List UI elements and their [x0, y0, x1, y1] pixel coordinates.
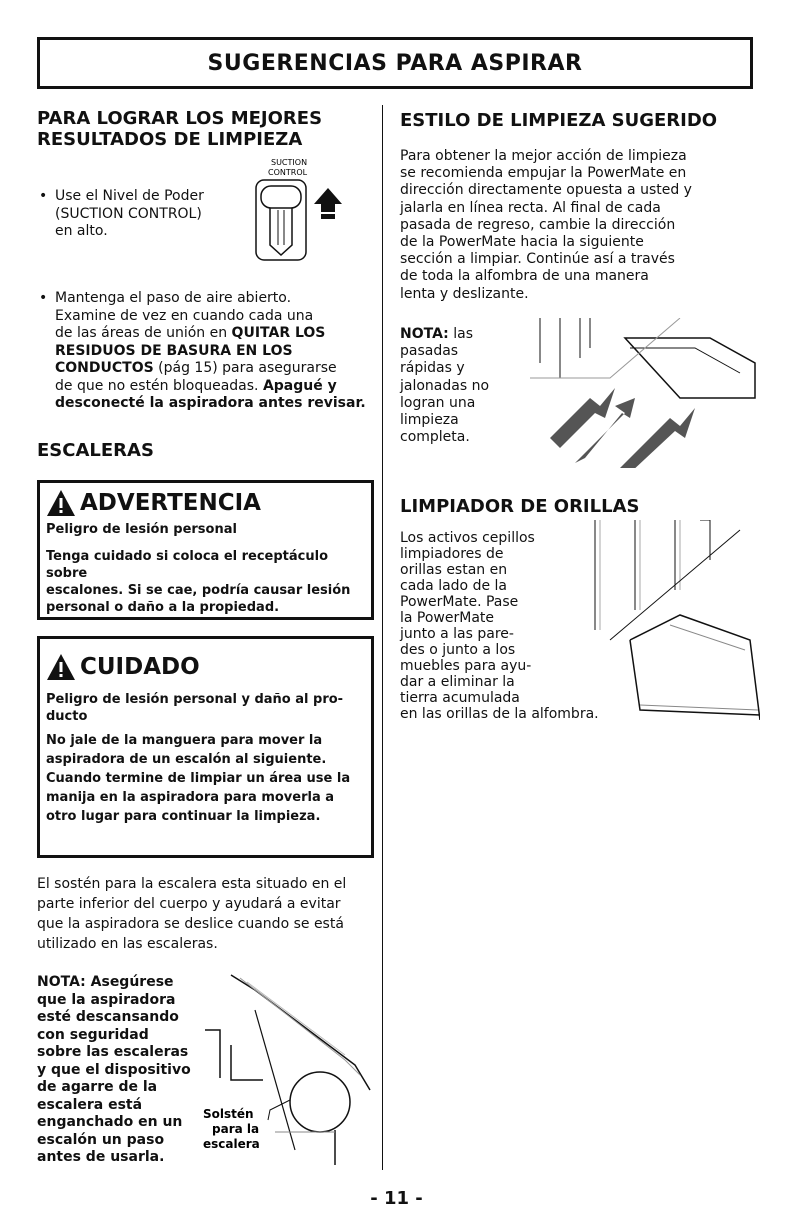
- warning-line-1: Tenga cuidado si coloca el receptáculo sobre: [46, 549, 329, 581]
- note-line: enganchado en un: [37, 1114, 183, 1130]
- best-results-section: [37, 108, 377, 150]
- edge-line: la PowerMate: [400, 610, 495, 626]
- stairs-title: ESCALERAS: [37, 440, 154, 461]
- edge-line: cada lado de la: [400, 578, 507, 594]
- cleaning-strokes-illustration: [530, 318, 760, 468]
- warning-line-2: escalones. Si se cae, podría causar lesión: [46, 583, 351, 598]
- style-line: Para obtener la mejor acción de limpieza: [400, 148, 687, 164]
- warning-title: ADVERTENCIA: [46, 489, 365, 517]
- warning-triangle-icon: [46, 489, 76, 517]
- style-paragraph: [400, 148, 760, 303]
- suction-label-2: CONTROL: [268, 168, 308, 177]
- caution-triangle-icon: [46, 653, 76, 681]
- stair-stand-paragraph: El sostén para la escalera esta situado en el parte inferior del cuerpo y ayudará a evitar que la aspiradora se deslice cuando se está utilizado en las escaleras.: [37, 876, 347, 952]
- up-arrow-icon: [314, 188, 342, 212]
- stand-label-1: Solstén: [203, 1107, 254, 1121]
- style-note: [400, 326, 530, 446]
- warning-box: [37, 480, 374, 620]
- note-line: sobre las escaleras: [37, 1044, 189, 1060]
- column-divider: [382, 105, 383, 1170]
- warning-subtitle: Peligro de lesión personal: [46, 522, 237, 537]
- edge-line: muebles para ayu-: [400, 658, 532, 674]
- style-line: se recomienda empujar la PowerMate en: [400, 165, 687, 182]
- suction-control-illustration: [240, 150, 350, 270]
- arrow-up-icon-2: [620, 408, 695, 468]
- edge-line: junto a las pare-: [400, 626, 514, 642]
- suction-label-1: SUCTION: [271, 158, 308, 167]
- page-header: [37, 37, 753, 89]
- bullet-suction-text: • Use el Nivel de Poder (SUCTION CONTROL) en alto.: [37, 188, 247, 241]
- bullet-airflow: [37, 290, 377, 413]
- caution-line-3: Cuando termine de limpiar un área use la: [46, 771, 351, 786]
- style-note-line: pasadas: [400, 343, 459, 360]
- bullet-airflow-text: • Mantenga el paso de aire abierto. Examine de vez en cuando cada una de las áreas de unión en QUITAR LOS RESIDUOS DE BASURA EN LOS CONDUCTOS (pág 15) para asegurarse de que no estén bloqueadas. Apagué y desconecté la aspiradora antes revisar.: [37, 290, 377, 413]
- caution-box: [37, 636, 374, 858]
- edge-title: LIMPIADOR DE ORILLAS: [400, 496, 640, 517]
- stand-label-3: escalera: [203, 1137, 260, 1151]
- best-results-title-1: PARA LOGRAR LOS MEJORES: [37, 108, 323, 129]
- style-line: lenta y deslizante.: [400, 285, 529, 302]
- note-label: NOTA:: [400, 326, 449, 342]
- style-note-line: completa.: [400, 429, 470, 446]
- style-line: jalarla en línea recta. Al final de cada: [400, 199, 661, 216]
- style-line: de la PowerMate hacia la siguiente: [400, 234, 644, 251]
- style-note-line: NOTA: las: [400, 326, 473, 342]
- edge-line: tierra acumulada: [400, 690, 520, 706]
- edge-line: dar a eliminar la: [400, 674, 515, 690]
- note-line: que la aspiradora: [37, 991, 176, 1008]
- page-number: - 11 -: [370, 1188, 423, 1209]
- edge-line: en las orillas de la alfombra.: [400, 706, 599, 722]
- style-line: dirección directamente opuesta a usted y: [400, 182, 692, 199]
- style-line: sección a limpiar. Continúe así a través: [400, 251, 675, 268]
- caution-title: CUIDADO: [46, 653, 365, 681]
- style-note-line: limpieza: [400, 412, 459, 429]
- edge-line: des o junto a los: [400, 642, 516, 658]
- note-line: con seguridad: [37, 1026, 149, 1043]
- caution-line-1: No jale de la manguera para mover la: [46, 733, 323, 748]
- caution-sub-1: Peligro de lesión personal y daño al pro-: [46, 692, 344, 707]
- caution-line-4: manija en la aspiradora para moverla a: [46, 790, 335, 805]
- caution-line-5: otro lugar para continuar la limpieza.: [46, 809, 321, 824]
- note-line: escalera está: [37, 1096, 143, 1113]
- note-line: esté descansando: [37, 1009, 179, 1025]
- note-line: antes de usarla.: [37, 1149, 165, 1165]
- stairs-note: [37, 974, 207, 1167]
- style-note-line: rápidas y: [400, 360, 465, 377]
- style-line: pasada de regreso, cambie la dirección: [400, 216, 676, 233]
- best-results-title-2: RESULTADOS DE LIMPIEZA: [37, 129, 303, 150]
- page-title: SUGERENCIAS PARA ASPIRAR: [207, 50, 583, 76]
- caution-line-2: aspiradora de un escalón al siguiente.: [46, 752, 327, 767]
- caution-sub-2: ducto: [46, 709, 88, 724]
- style-note-line: jalonadas no: [400, 377, 490, 394]
- edge-cleaner-illustration: [580, 520, 760, 720]
- note-line: y que el dispositivo: [37, 1061, 191, 1078]
- style-line: de toda la alfombra de una manera: [400, 268, 649, 285]
- arrow-up-icon: [550, 388, 615, 448]
- bullet-suction: [37, 188, 247, 241]
- note-line: de agarre de la: [37, 1079, 158, 1095]
- style-title: ESTILO DE LIMPIEZA SUGERIDO: [400, 110, 718, 131]
- note-line: escalón un paso: [37, 1131, 165, 1148]
- style-note-line: logran una: [400, 394, 476, 411]
- edge-line: limpiadores de: [400, 546, 504, 562]
- stair-stand-illustration: [195, 970, 375, 1170]
- warning-line-3: personal o daño a la propiedad.: [46, 600, 280, 615]
- note-line: NOTA: Asegúrese: [37, 974, 174, 990]
- edge-line: orillas estan en: [400, 562, 508, 578]
- stand-label-2: para la: [212, 1122, 260, 1136]
- edge-line: PowerMate. Pase: [400, 594, 519, 610]
- edge-line: Los activos cepillos: [400, 530, 535, 546]
